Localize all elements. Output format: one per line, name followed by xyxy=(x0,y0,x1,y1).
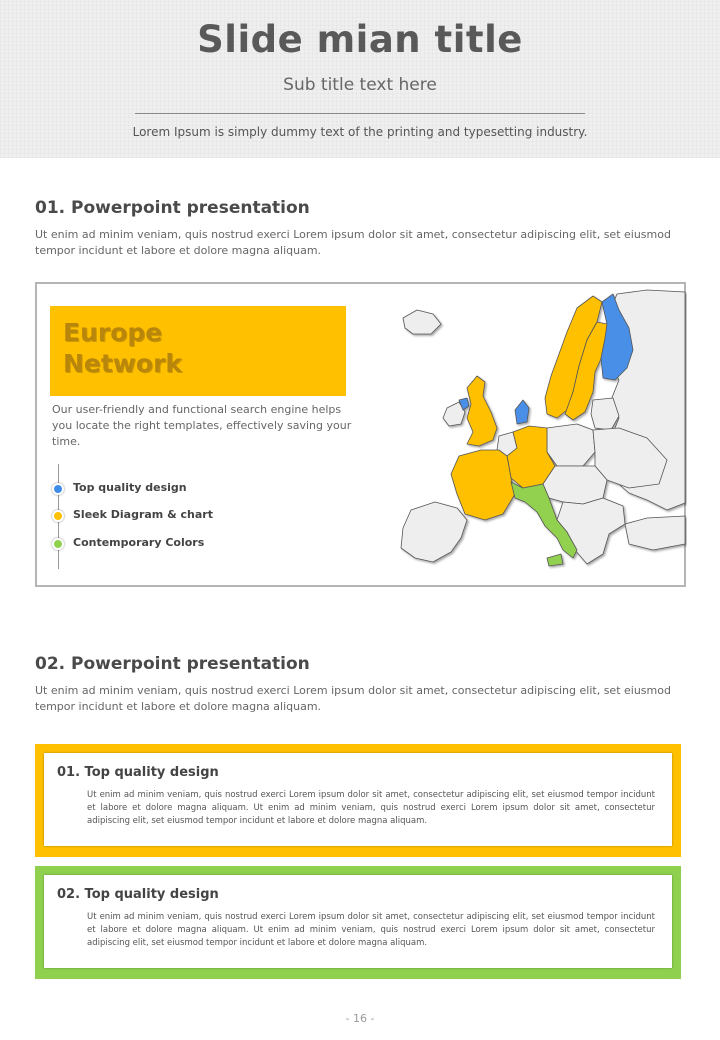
europe-label-line2: Network xyxy=(63,349,183,378)
map-region-iberia xyxy=(401,502,467,562)
map-region-baltics xyxy=(591,398,619,430)
panel-1-text: Ut enim ad minim veniam, quis nostrud exerci Lorem ipsum dolor sit amet, consectetur adipiscing elit, set eiusmod tempor incidunt et labore et dolore magna aliquam. Ut enim ad minim veniam, quis nostrud exerci Lorem ipsum dolor sit amet, consectetur adipiscing elit, set eiusmod tempor incidunt et labore et dolore magna aliquam. xyxy=(87,790,655,826)
bullet-item-1 xyxy=(51,481,251,497)
section2-text: Ut enim ad minim veniam, quis nostrud exerci Lorem ipsum dolor sit amet, consectetur adipiscing elit, set eiusmod tempor incidunt et labore et dolore magna aliquam. xyxy=(35,684,671,713)
map-region-france xyxy=(451,450,515,520)
bullet-label-1: Top quality design xyxy=(73,481,187,494)
bullet-label-3: Contemporary Colors xyxy=(73,536,205,549)
page-title: Slide mian title xyxy=(197,18,523,61)
map-region-turkey xyxy=(625,516,685,550)
bullet-dot-blue xyxy=(52,483,64,495)
section2-title: 02. Powerpoint presentation xyxy=(35,654,310,674)
bullet-label-2: Sleek Diagram & chart xyxy=(73,508,213,521)
header-description: Lorem Ipsum is simply dummy text of the printing and typesetting industry. xyxy=(132,125,588,139)
map-region-denmark xyxy=(515,400,529,424)
europe-description: Our user-friendly and functional search engine helps you locate the right templates, effectively saving your time. xyxy=(52,403,352,448)
europe-map xyxy=(397,288,687,578)
map-region-sicily xyxy=(547,554,563,566)
section1-text: Ut enim ad minim veniam, quis nostrud exerci Lorem ipsum dolor sit amet, consectetur adipiscing elit, set eiusmod tempor incidunt et labore et dolore magna aliquam. xyxy=(35,228,671,257)
panel-2-title: 02. Top quality design xyxy=(57,887,219,902)
section1-title: 01. Powerpoint presentation xyxy=(35,198,310,218)
panel-1-title: 01. Top quality design xyxy=(57,765,219,780)
panel-green-body xyxy=(44,875,672,968)
page-number: - 16 - xyxy=(345,1012,375,1025)
europe-label-line1: Europe xyxy=(63,318,163,347)
map-region-balkans xyxy=(557,498,625,564)
bullet-item-3 xyxy=(51,536,251,552)
panel-yellow-body xyxy=(44,753,672,846)
panel-2-text: Ut enim ad minim veniam, quis nostrud exerci Lorem ipsum dolor sit amet, consectetur adipiscing elit, set eiusmod tempor incidunt et labore et dolore magna aliquam. Ut enim ad minim veniam, quis nostrud exerci Lorem ipsum dolor sit amet, consectetur adipiscing elit, set eiusmod tempor incidunt et labore et dolore magna aliquam. xyxy=(87,912,655,948)
header-divider xyxy=(135,113,585,114)
map-region-central xyxy=(543,466,607,504)
europe-label-box xyxy=(50,306,346,396)
map-region-poland xyxy=(547,424,595,466)
map-region-iceland xyxy=(403,310,441,334)
panel-yellow xyxy=(35,744,681,857)
europe-network-card xyxy=(35,282,686,587)
header-band xyxy=(0,0,720,158)
panel-green xyxy=(35,866,681,979)
bullet-dot-yellow xyxy=(52,510,64,522)
page-subtitle: Sub title text here xyxy=(283,75,437,95)
map-region-uk xyxy=(467,376,497,446)
bullet-dot-green xyxy=(52,538,64,550)
bullet-item-2 xyxy=(51,508,251,524)
